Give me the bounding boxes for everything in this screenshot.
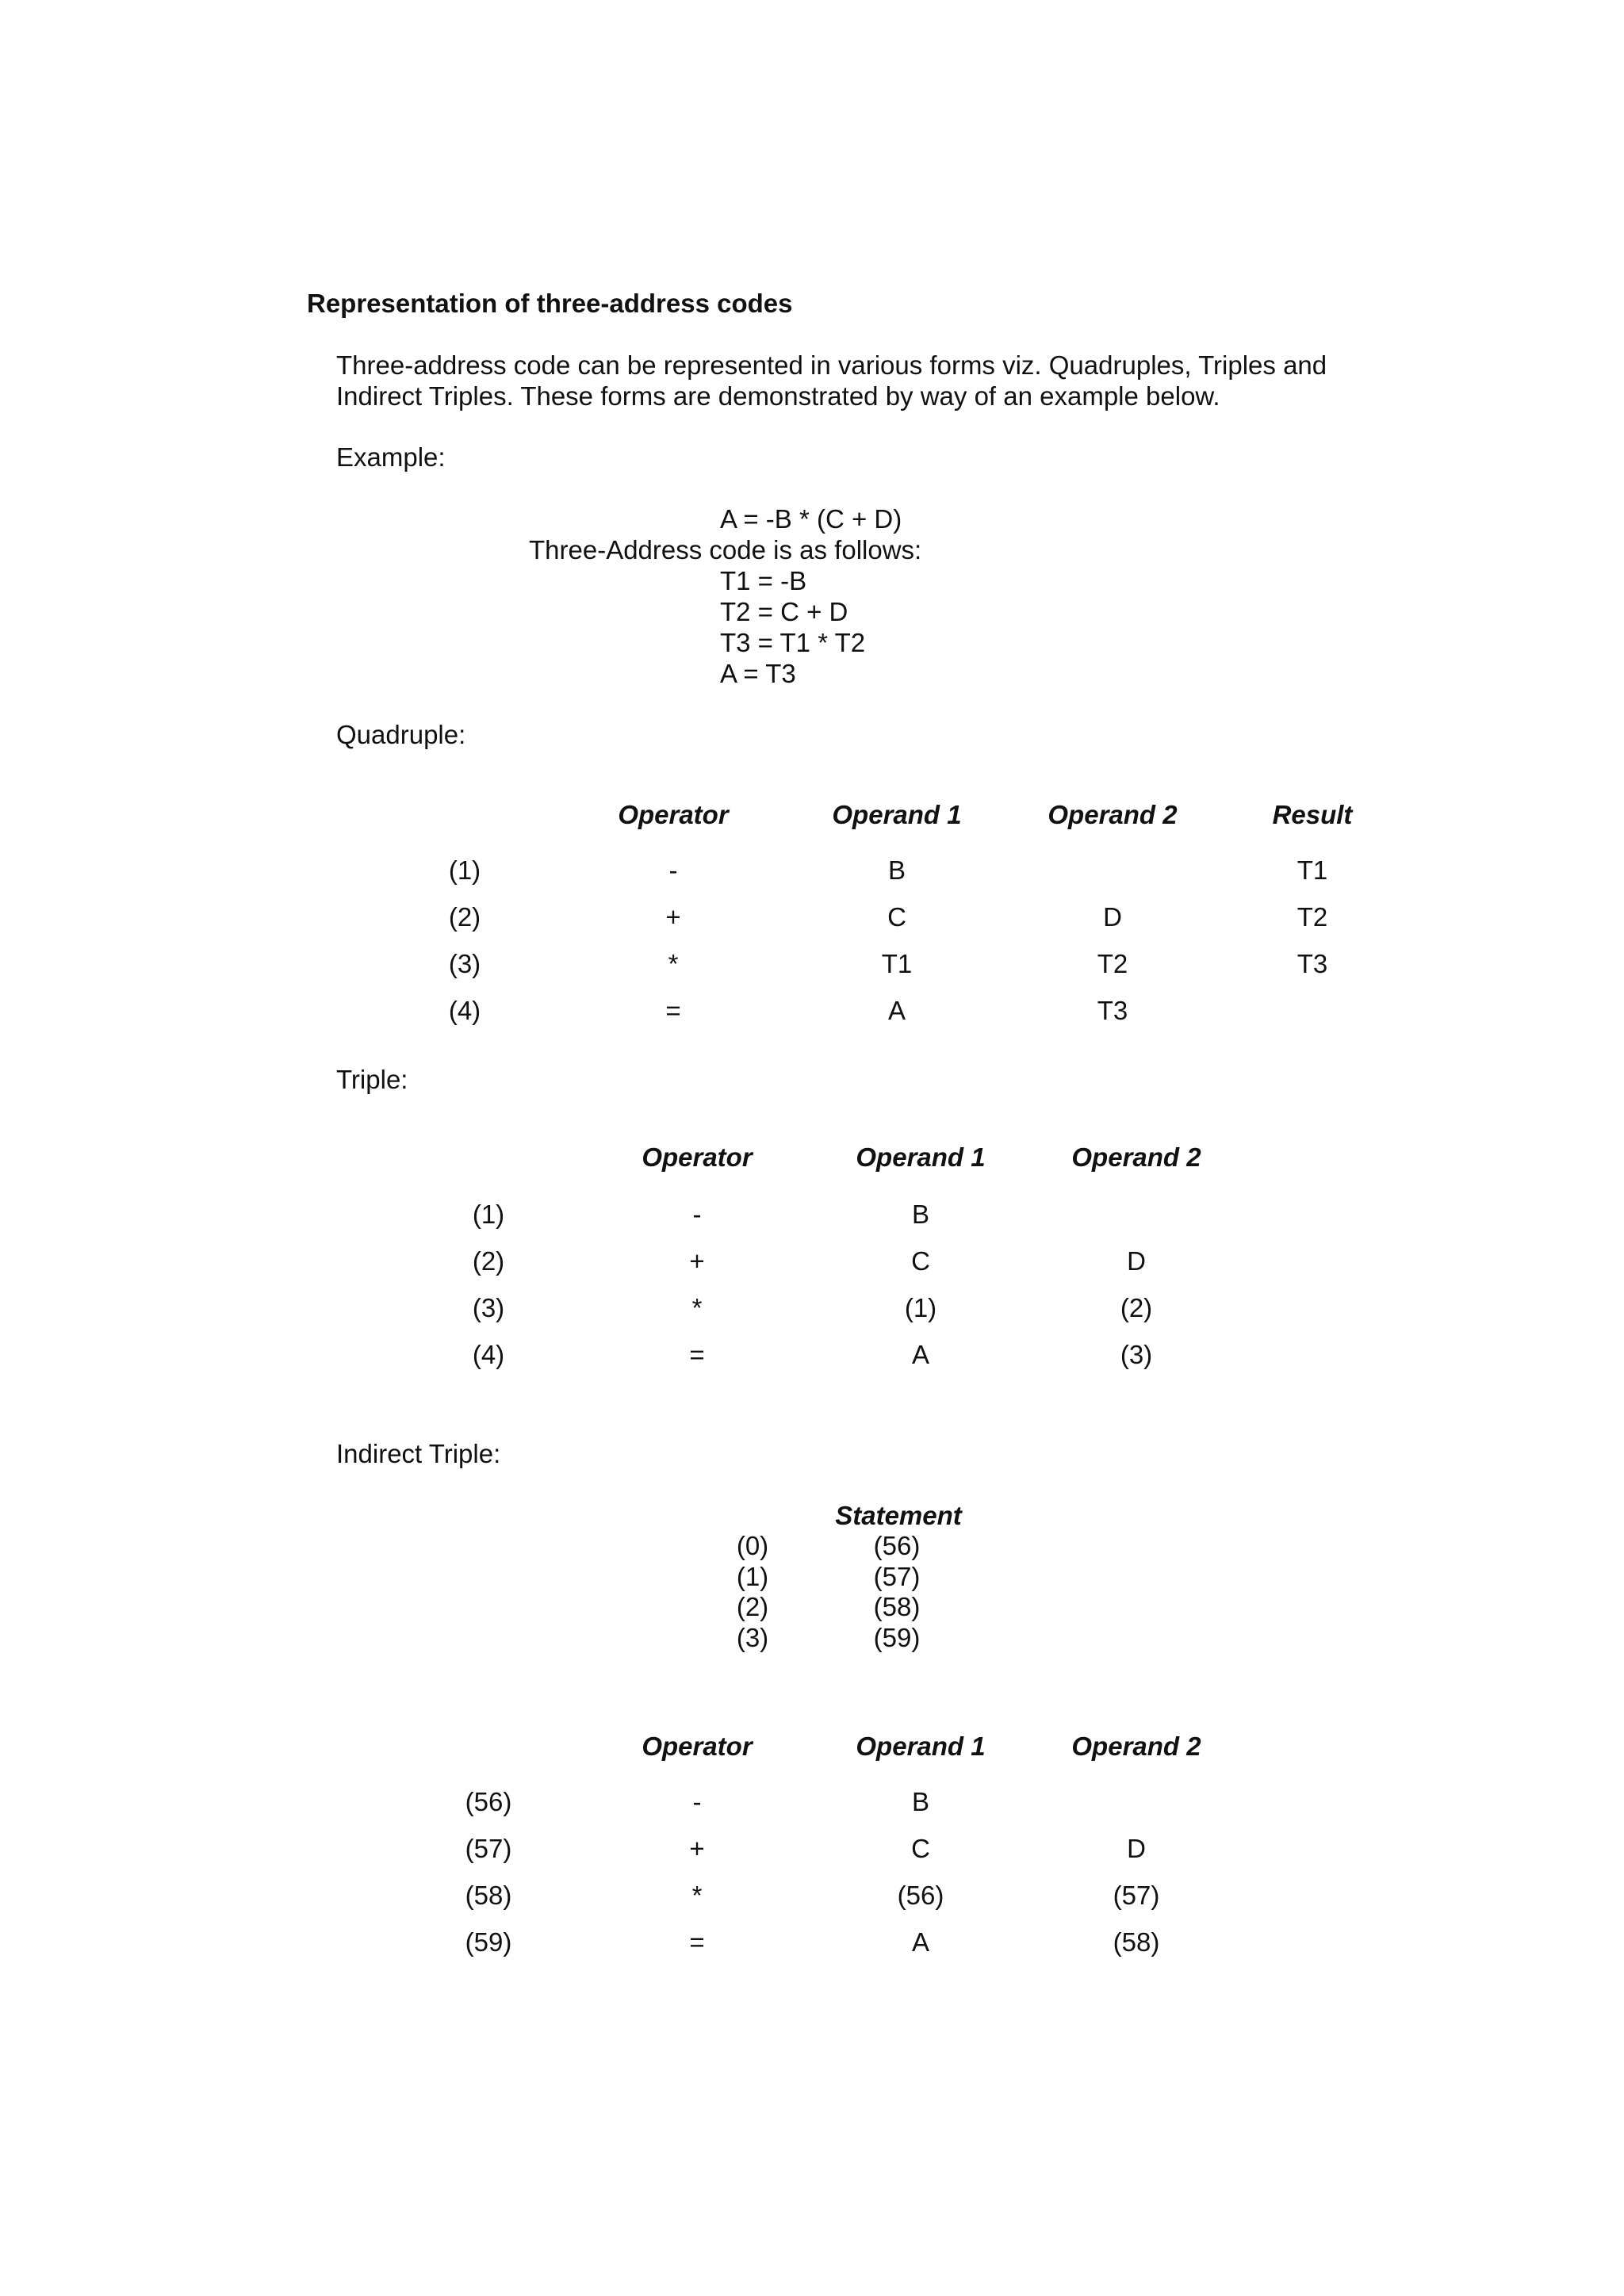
- table-cell: T2: [1097, 949, 1128, 978]
- statement-index: (1): [736, 1561, 769, 1591]
- column-header: Operand 1: [832, 800, 962, 829]
- column-header: Operator: [618, 800, 729, 829]
- column-header: Result: [1272, 800, 1353, 829]
- column-header: Operator: [642, 1732, 753, 1761]
- table-cell: (57): [1113, 1881, 1160, 1910]
- row-index: (3): [472, 1293, 505, 1322]
- table-cell: T1: [881, 949, 913, 978]
- table-cell: T1: [1297, 855, 1328, 885]
- statement-pointer: (59): [873, 1622, 921, 1652]
- table-cell: (56): [897, 1881, 944, 1910]
- table-cell: A: [911, 1927, 930, 1957]
- row-index: (57): [465, 1834, 512, 1863]
- table-cell: A: [911, 1340, 930, 1369]
- row-index: (3): [448, 949, 481, 978]
- table-cell: =: [689, 1340, 705, 1369]
- table-cell: -: [692, 1200, 702, 1229]
- table-cell: C: [911, 1246, 930, 1276]
- quadruple-label: Quadruple:: [336, 720, 466, 749]
- table-cell: =: [689, 1927, 705, 1957]
- column-header: Operator: [642, 1142, 753, 1172]
- row-index: (56): [465, 1787, 512, 1816]
- row-index: (1): [448, 855, 481, 885]
- row-index: (58): [465, 1881, 512, 1910]
- row-index: (2): [472, 1246, 505, 1276]
- table-cell: (58): [1113, 1927, 1160, 1957]
- table-cell: (3): [1120, 1340, 1153, 1369]
- table-cell: B: [911, 1200, 930, 1229]
- example-code-line: T2 = C + D: [720, 597, 848, 626]
- table-cell: B: [911, 1787, 930, 1816]
- table-cell: =: [665, 996, 681, 1025]
- table-cell: B: [887, 855, 906, 885]
- column-header: Operand 2: [1048, 800, 1178, 829]
- indirect-triple-label: Indirect Triple:: [336, 1439, 501, 1468]
- table-cell: +: [689, 1246, 705, 1276]
- intro-line-1: Three-address code can be represented in various forms viz. Quadruples, Triples and: [336, 350, 1327, 380]
- column-header: Operand 2: [1071, 1732, 1201, 1761]
- table-cell: T3: [1097, 996, 1128, 1025]
- statement-index: (0): [736, 1531, 769, 1560]
- example-label: Example:: [336, 442, 446, 472]
- column-header: Operand 2: [1071, 1142, 1201, 1172]
- example-expression: A = -B * (C + D): [720, 504, 902, 534]
- table-cell: *: [691, 1881, 703, 1910]
- row-index: (4): [448, 996, 481, 1025]
- example-code-line: T3 = T1 * T2: [720, 628, 866, 657]
- statement-index: (3): [736, 1622, 769, 1652]
- table-cell: C: [887, 902, 906, 932]
- triple-label: Triple:: [336, 1065, 408, 1094]
- table-cell: T3: [1297, 949, 1328, 978]
- table-cell: -: [668, 855, 678, 885]
- table-cell: +: [665, 902, 681, 932]
- row-index: (2): [448, 902, 481, 932]
- example-caption: Three-Address code is as follows:: [529, 535, 922, 564]
- table-cell: A: [887, 996, 906, 1025]
- statement-pointer: (58): [873, 1592, 921, 1621]
- row-index: (1): [472, 1200, 505, 1229]
- statement-index: (2): [736, 1592, 769, 1621]
- column-header: Operand 1: [856, 1732, 986, 1761]
- statement-pointer: (57): [873, 1561, 921, 1591]
- table-cell: *: [691, 1293, 703, 1322]
- table-cell: D: [1127, 1834, 1146, 1863]
- page-title: Representation of three-address codes: [307, 289, 793, 318]
- example-code-line: A = T3: [720, 659, 796, 688]
- column-header: Operand 1: [856, 1142, 986, 1172]
- table-cell: D: [1127, 1246, 1146, 1276]
- table-cell: T2: [1297, 902, 1328, 932]
- row-index: (4): [472, 1340, 505, 1369]
- table-cell: -: [692, 1787, 702, 1816]
- example-code-line: T1 = -B: [720, 566, 807, 595]
- table-cell: (1): [904, 1293, 937, 1322]
- statement-header: Statement: [835, 1501, 962, 1530]
- table-cell: +: [689, 1834, 705, 1863]
- table-cell: (2): [1120, 1293, 1153, 1322]
- table-cell: D: [1103, 902, 1122, 932]
- table-cell: *: [668, 949, 679, 978]
- row-index: (59): [465, 1927, 512, 1957]
- statement-pointer: (56): [873, 1531, 921, 1560]
- intro-line-2: Indirect Triples. These forms are demonstrated by way of an example below.: [336, 381, 1220, 411]
- table-cell: C: [911, 1834, 930, 1863]
